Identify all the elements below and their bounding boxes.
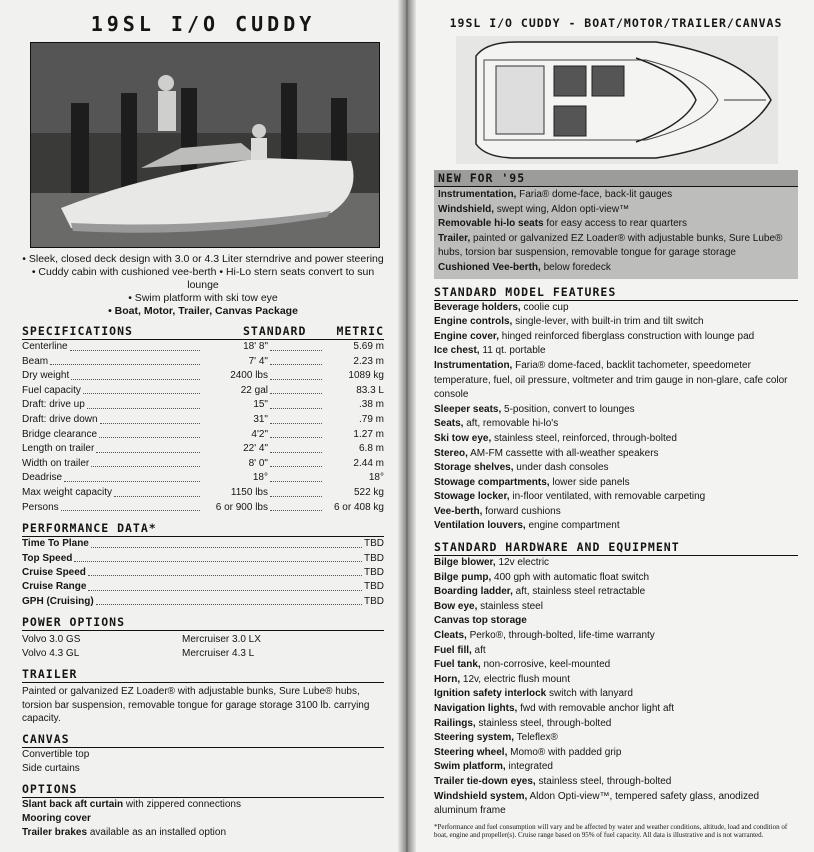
hardware-item: [434, 571, 798, 586]
spec-metric-value: 2.23 m: [353, 355, 384, 367]
power-options-list: [22, 633, 384, 661]
power-option: Mercruiser 3.0 LX: [182, 634, 261, 646]
canvas-heading: CANVAS: [22, 732, 384, 748]
model-feature-item-desc: aft, removable hi-lo's: [463, 418, 559, 430]
hardware-item-term: Trailer tie-down eyes,: [434, 775, 536, 787]
new-features-list: [438, 188, 794, 276]
leader-dots: [100, 413, 200, 424]
hardware-item: [434, 702, 798, 717]
hardware-item-desc: 12v, electric flush mount: [460, 673, 570, 685]
performance-value: TBD: [364, 581, 384, 593]
spec-row: [22, 428, 384, 443]
spec-standard-value: 22' 4": [243, 443, 268, 455]
performance-row: [22, 566, 384, 580]
hardware-item: [434, 600, 798, 615]
model-feature-item-desc: 11 qt. portable: [479, 345, 546, 357]
performance-row: [22, 580, 384, 594]
hardware-item-term: Canvas top storage: [434, 615, 527, 627]
leader-dots: [91, 457, 200, 468]
model-feature-item-desc: stainless steel, reinforced, through-bolted: [491, 432, 677, 444]
spec-label: Deadrise: [22, 472, 63, 484]
spec-standard-value: 1150 lbs: [230, 486, 268, 498]
model-features-list: [434, 301, 798, 535]
spec-label: Draft: drive up: [22, 399, 85, 411]
model-feature-item: [434, 403, 798, 418]
new-feature-item-desc: Faria® dome-face, back-lit gauges: [516, 189, 673, 200]
model-feature-item: [434, 417, 798, 432]
bullet-line: • Swim platform with ski tow eye: [128, 292, 278, 304]
bullet-line: • Sleek, closed deck design with 3.0 or 4.3 Liter sterndrive and power steering: [22, 253, 384, 265]
hardware-item-term: Fuel fill,: [434, 644, 472, 656]
model-feature-item-desc: 5-position, convert to lounges: [501, 403, 635, 415]
option-item-term: Slant back aft curtain: [22, 798, 124, 810]
spec-metric-value: 5.69 m: [353, 341, 384, 352]
model-feature-item-term: Sleeper seats,: [434, 403, 502, 415]
feature-bullets: [22, 253, 384, 318]
spec-label: Centerline: [22, 341, 68, 352]
spec-label: Max weight capacity: [22, 486, 113, 498]
performance-row: [22, 537, 384, 551]
leader-dots: [87, 398, 200, 409]
model-feature-item: [434, 432, 798, 447]
bullet-line: • Cuddy cabin with cushioned vee-berth • Hi-Lo stern seats convert to sun lounge: [31, 266, 375, 291]
spec-metric-value: .79 m: [358, 413, 384, 425]
leader-dots: [91, 537, 362, 547]
new-feature-item: [438, 261, 794, 276]
model-feature-item: [434, 461, 798, 476]
performance-label: Cruise Speed: [22, 566, 86, 578]
model-feature-item-term: Stowage locker,: [434, 491, 510, 503]
leader-dots: [99, 428, 200, 439]
hardware-item: [434, 790, 798, 819]
new-feature-item-desc: swept wing, Aldon opti-view™: [494, 203, 630, 215]
leader-dots: [270, 355, 322, 366]
model-feature-item: [434, 359, 798, 403]
left-page: [0, 0, 404, 852]
performance-row: [22, 595, 384, 609]
new-feature-item-term: Removable hi-lo seats: [438, 218, 544, 230]
spec-row: [22, 442, 384, 457]
model-feature-item-term: Engine controls,: [434, 316, 513, 328]
hardware-item-desc: Perko®, through-bolted, life-time warranty: [466, 630, 655, 642]
hardware-item: [434, 731, 798, 746]
model-feature-item: [434, 301, 798, 316]
performance-label: Time To Plane: [22, 538, 89, 550]
model-feature-item-desc: engine compartment: [525, 520, 620, 532]
hardware-item-term: Ignition safety interlock: [434, 688, 547, 700]
model-feature-item-term: Vee-berth,: [434, 505, 483, 517]
hardware-item: [434, 556, 798, 571]
model-features-heading: STANDARD MODEL FEATURES: [434, 285, 798, 301]
hardware-item-desc: Momo® with padded grip: [507, 746, 622, 758]
model-feature-item-term: Ski tow eye,: [434, 432, 492, 444]
power-option: Mercruiser 4.3 L: [182, 648, 255, 660]
option-item-term: Mooring cover: [22, 812, 91, 824]
hardware-item-desc: switch with lanyard: [546, 688, 633, 700]
new-feature-item-desc: below foredeck: [540, 261, 611, 273]
spec-metric-value: 6 or 408 kg: [333, 501, 384, 513]
new-features-heading: NEW FOR '95: [434, 170, 798, 187]
spec-row: [22, 398, 384, 413]
hardware-item-desc: aft: [471, 644, 486, 656]
hardware-item-desc: fwd with removable anchor light aft: [517, 703, 675, 714]
hardware-item: [434, 760, 798, 775]
new-feature-item: [438, 217, 794, 232]
hardware-item: [434, 629, 798, 644]
spec-row: [22, 457, 384, 472]
hardware-list: [434, 556, 798, 819]
spec-standard-value: 22 gal: [240, 384, 268, 396]
option-item-desc: available as an installed option: [87, 826, 227, 838]
hardware-item-term: Railings,: [434, 717, 476, 729]
canvas-item: Convertible top: [22, 748, 90, 760]
performance-label: GPH (Cruising): [22, 595, 94, 607]
spec-label: Draft: drive down: [22, 413, 98, 425]
model-feature-item-term: Seats,: [434, 418, 464, 430]
performance-value: TBD: [364, 552, 384, 564]
leader-dots: [270, 398, 322, 409]
performance-label: Cruise Range: [22, 581, 87, 593]
new-feature-item: [438, 188, 794, 203]
performance-heading: PERFORMANCE DATA*: [22, 521, 384, 537]
options-list: [22, 798, 384, 840]
model-feature-item-desc: AM-FM cassette with all-weather speakers: [467, 447, 659, 459]
model-feature-item-term: Ventilation louvers,: [434, 520, 526, 532]
trailer-heading: TRAILER: [22, 667, 384, 683]
spec-row: [22, 355, 384, 370]
spec-standard-value: 7' 4": [248, 355, 268, 367]
spec-standard-value: 18' 8": [243, 341, 268, 352]
hardware-item-desc: Teleflex®: [514, 732, 558, 744]
footnote: *Performance and fuel consumption will vary and be affected by water and weather conditions, altitude, load and condition of boat, engine and propeller(s). Cruise range based on 95% of fuel capacity. All data is illustrative and is not warranted.: [434, 822, 788, 839]
spec-label: Width on trailer: [22, 457, 90, 469]
spec-standard-value: 4'2": [251, 428, 268, 440]
model-feature-item-desc: single-lever, with built-in trim and tilt switch: [512, 316, 704, 328]
spec-standard-value: 2400 lbs: [230, 370, 268, 382]
hardware-item-desc: aft, stainless steel retractable: [512, 586, 646, 598]
hardware-item-desc: 12v electric: [495, 557, 550, 569]
model-feature-item-desc: coolie cup: [520, 301, 569, 313]
spec-label: Persons: [22, 501, 59, 513]
leader-dots: [270, 501, 322, 512]
spec-metric-value: 2.44 m: [353, 457, 384, 469]
hardware-item: [434, 644, 798, 659]
hardware-item: [434, 673, 798, 688]
option-item: [22, 826, 384, 840]
leader-dots: [270, 428, 322, 439]
spec-metric-value: 1089 kg: [348, 370, 384, 382]
model-feature-item-term: Beverage holders,: [434, 301, 521, 313]
right-page: [412, 0, 814, 852]
spec-row: [22, 369, 384, 384]
leader-dots: [88, 580, 362, 590]
performance-value: TBD: [364, 566, 384, 578]
performance-label: Top Speed: [22, 552, 73, 564]
leader-dots: [270, 369, 322, 380]
leader-dots: [61, 501, 200, 512]
book-gutter: [398, 0, 416, 852]
new-feature-item: [438, 203, 794, 218]
new-features-box: [434, 170, 798, 279]
hardware-item-term: Swim platform,: [434, 761, 506, 773]
trailer-text: Painted or galvanized EZ Loader® with adjustable bunks, Sure Lube® hubs, torsion bar suspension, removable tongue for garage storage 3100 lb. carrying capacity.: [22, 686, 370, 725]
hardware-item-desc: Aldon Opti-view™, tempered safety glass, anodized aluminum frame: [434, 790, 760, 817]
leader-dots: [270, 384, 322, 395]
model-feature-item: [434, 330, 798, 345]
spec-label: Fuel capacity: [22, 384, 81, 396]
new-feature-item-term: Cushioned Vee-berth,: [438, 261, 541, 273]
model-feature-item: [434, 490, 798, 505]
leader-dots: [270, 340, 322, 351]
leader-dots: [88, 566, 362, 576]
model-feature-item-term: Ice chest,: [434, 345, 480, 357]
spec-metric-value: 18°: [368, 472, 384, 484]
model-feature-item-term: Stowage compartments,: [434, 476, 550, 488]
leader-dots: [71, 369, 200, 380]
new-feature-item-term: Trailer,: [438, 232, 471, 244]
spec-metric-value: 1.27 m: [353, 428, 384, 440]
model-feature-item-desc: lower side panels: [549, 476, 630, 488]
spec-row: [22, 384, 384, 399]
leader-dots: [83, 384, 200, 395]
new-feature-item-term: Windshield,: [438, 203, 495, 215]
hardware-item-desc: stainless steel: [477, 600, 543, 612]
option-item: [22, 812, 384, 826]
performance-row: [22, 552, 384, 566]
hardware-item-term: Bow eye,: [434, 600, 478, 612]
spec-standard-value: 6 or 900 lbs: [215, 501, 268, 513]
model-feature-item-term: Engine cover,: [434, 330, 500, 342]
metric-column-label: METRIC: [336, 324, 384, 338]
specifications-table: [22, 340, 384, 515]
hardware-item: [434, 614, 798, 629]
model-feature-item: [434, 476, 798, 491]
model-feature-item-term: Stereo,: [434, 447, 468, 459]
hardware-item: [434, 717, 798, 732]
hardware-item-term: Steering wheel,: [434, 746, 508, 758]
spec-standard-value: 31": [253, 413, 268, 425]
hardware-item: [434, 746, 798, 761]
new-feature-item-term: Instrumentation,: [438, 189, 517, 200]
leader-dots: [74, 552, 362, 562]
spec-standard-value: 8' 0": [248, 457, 268, 469]
spec-row: [22, 471, 384, 486]
model-feature-item-desc: Faria® dome-faced, backlit tachometer, speedometer temperature, fuel, oil pressure, voltmeter and trim gauge in non-glare, cafe color console: [434, 359, 788, 401]
option-item-desc: with zippered connections: [123, 798, 241, 810]
spec-label: Dry weight: [22, 370, 70, 382]
hardware-item-desc: non-corrosive, keel-mounted: [480, 659, 611, 671]
hardware-item-term: Windshield system,: [434, 790, 528, 802]
leader-dots: [96, 595, 362, 605]
hardware-item-term: Horn,: [434, 673, 461, 685]
hardware-item: [434, 775, 798, 790]
leader-dots: [50, 355, 200, 366]
spec-metric-value: .38 m: [358, 399, 384, 411]
leader-dots: [70, 340, 200, 351]
option-item: [22, 798, 384, 812]
spec-label: Beam: [22, 355, 49, 367]
model-feature-item: [434, 519, 798, 534]
spec-metric-value: 522 kg: [353, 486, 384, 498]
leader-dots: [270, 486, 322, 497]
power-option: Volvo 3.0 GS: [22, 634, 81, 646]
canvas-item: Side curtains: [22, 762, 80, 774]
spec-row: [22, 413, 384, 428]
model-feature-item-desc: hinged reinforced fiberglass construction with lounge pad: [499, 330, 755, 342]
specifications-heading: SPECIFICATIONS STANDARD METRIC: [22, 324, 384, 338]
model-feature-item: [434, 505, 798, 520]
spec-row: [22, 486, 384, 501]
boat-photo: [30, 42, 380, 248]
hardware-item: [434, 585, 798, 600]
hardware-item-term: Fuel tank,: [434, 659, 481, 671]
power-option: Volvo 4.3 GL: [22, 648, 80, 660]
right-page-title: 19SL I/O CUDDY - BOAT/MOTOR/TRAILER/CANVAS: [449, 16, 783, 30]
leader-dots: [270, 413, 322, 424]
spec-label: Length on trailer: [22, 443, 95, 455]
spec-metric-value: 83.3 L: [356, 384, 384, 396]
standard-column-label: STANDARD: [243, 324, 307, 338]
leader-dots: [270, 442, 322, 453]
model-feature-item-desc: under dash consoles: [513, 462, 609, 474]
leader-dots: [64, 471, 200, 482]
model-feature-item: [434, 344, 798, 359]
performance-value: TBD: [364, 595, 384, 607]
options-heading: OPTIONS: [22, 782, 384, 798]
spec-row: [22, 340, 384, 355]
hardware-item: [434, 658, 798, 673]
hardware-item-term: Bilge blower,: [434, 557, 496, 569]
hardware-item-desc: 400 gph with automatic float switch: [491, 571, 650, 583]
boat-plan-diagram: [456, 36, 778, 164]
new-feature-item-desc: painted or galvanized EZ Loader® with adjustable bunks, Sure Lube® hubs, torsion bar suspension, removable tongue for garage storage: [438, 232, 783, 259]
hardware-item-desc: stainless steel, through-bolted: [475, 717, 612, 729]
package-line: • Boat, Motor, Trailer, Canvas Package: [108, 305, 298, 317]
hardware-item-desc: stainless steel, through-bolted: [535, 775, 672, 787]
page-title: 19SL I/O CUDDY: [90, 12, 316, 36]
leader-dots: [96, 442, 200, 453]
spec-row: [22, 501, 384, 516]
performance-table: [22, 537, 384, 609]
model-feature-item-desc: forward cushions: [482, 505, 561, 517]
spec-standard-value: 15": [253, 399, 268, 411]
option-item-term: Trailer brakes: [22, 826, 88, 838]
model-feature-item-term: Instrumentation,: [434, 359, 513, 371]
spec-standard-value: 18°: [252, 472, 268, 484]
spec-label: Bridge clearance: [22, 428, 98, 440]
model-feature-item: [434, 315, 798, 330]
model-feature-item-desc: in-floor ventilated, with removable carpeting: [509, 491, 706, 503]
model-feature-item-term: Storage shelves,: [434, 462, 514, 474]
performance-value: TBD: [364, 538, 384, 550]
spec-metric-value: 6.8 m: [358, 443, 384, 455]
power-options-heading: POWER OPTIONS: [22, 615, 384, 631]
hardware-heading: STANDARD HARDWARE AND EQUIPMENT: [434, 540, 798, 556]
leader-dots: [270, 471, 322, 482]
new-feature-item-desc: for easy access to rear quarters: [543, 218, 687, 230]
new-feature-item: [438, 232, 794, 261]
hardware-item-term: Bilge pump,: [434, 571, 492, 583]
hardware-item-term: Navigation lights,: [434, 703, 518, 714]
hardware-item-term: Boarding ladder,: [434, 586, 513, 598]
hardware-item-term: Cleats,: [434, 630, 467, 642]
hardware-item: [434, 687, 798, 702]
model-feature-item: [434, 447, 798, 462]
hardware-item-term: Steering system,: [434, 732, 515, 744]
leader-dots: [270, 457, 322, 468]
leader-dots: [114, 486, 200, 497]
hardware-item-desc: integrated: [505, 761, 553, 773]
